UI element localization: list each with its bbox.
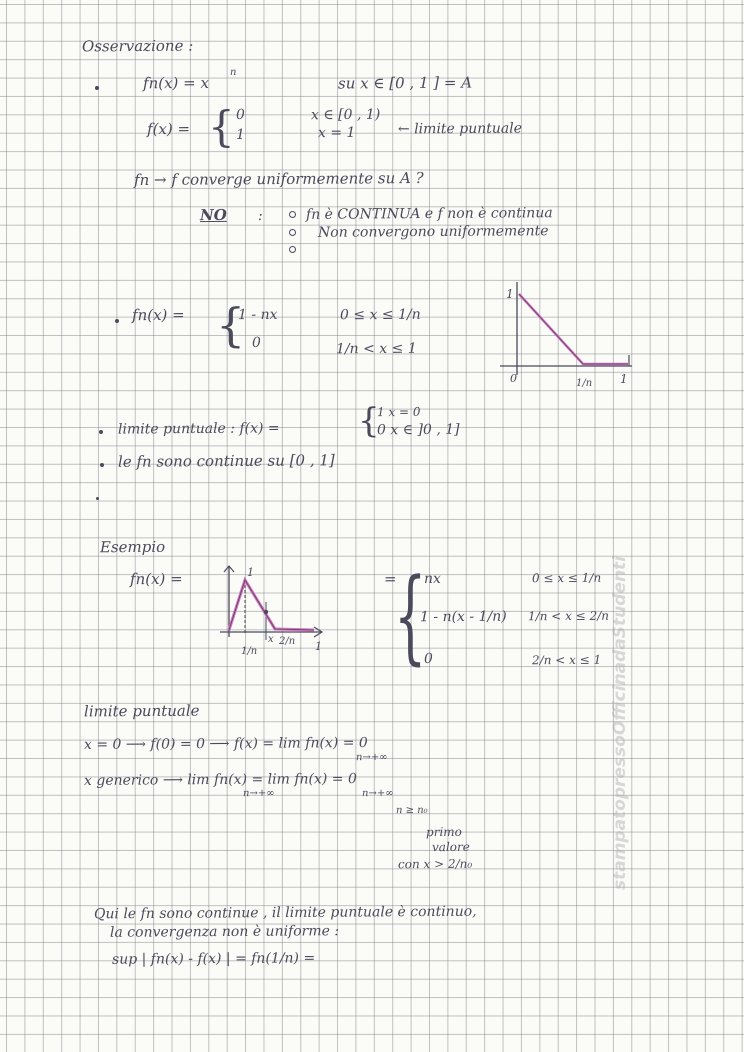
s1-case1-condition: x ∈ [0 , 1) [310, 106, 381, 124]
graph-tick-1n: 1/n [241, 646, 258, 657]
graph-end-label: 1 [315, 640, 322, 653]
bullet-dot [95, 86, 99, 90]
s4-line1-sub: n→+∞ [355, 751, 388, 764]
s1-case1-value: 0 [235, 106, 245, 124]
graph-y1-label: 1 [506, 287, 514, 301]
bullet-dot [99, 430, 103, 434]
function-line-ink [519, 294, 628, 364]
s2-case1-condition: 0 ≤ x ≤ 1/n [339, 306, 421, 324]
s1-domain: su x ∈ [0 , 1 ] = A [337, 73, 473, 93]
s1-f-lhs: f(x) = [146, 119, 191, 139]
s1-fn-exponent: n [229, 66, 237, 79]
s1-brace: { [208, 102, 235, 151]
s2-limit-brace: { [358, 401, 380, 441]
s3-case3-value: 0 [423, 650, 433, 668]
s1-arrow-note: ← limite puntuale [397, 120, 523, 138]
s3-case1-value: nx [423, 570, 441, 588]
s4-line2-sub1: n→+∞ [242, 787, 275, 800]
graph-origin-label: 0 [510, 372, 517, 385]
circle-bullet [289, 246, 296, 253]
s2-graph [492, 280, 642, 390]
s2-limit-case2: 0 x ∈ ]0 , 1] [376, 421, 460, 439]
s4-note-condition: con x > 2/n₀ [397, 856, 473, 872]
s1-fn-definition: fn(x) = x [142, 73, 210, 93]
s4-note-primo: primo [425, 824, 462, 840]
s4-note-valore: valore [431, 839, 470, 855]
graph-y1-label: 1 [247, 566, 254, 579]
s3-fn-definition: fn(x) = [129, 569, 183, 589]
s4-title: limite puntuale [83, 701, 200, 721]
s2-case2-condition: 1/n < x ≤ 1 [335, 340, 417, 358]
s5-line2: la convergenza non è uniforme : [109, 923, 340, 941]
graph-tick-1: 1 [620, 372, 628, 386]
heading-osservazione: Osservazione : [81, 36, 194, 56]
s2-case2-value: 0 [251, 334, 261, 352]
s1-case2-value: 1 [235, 126, 245, 144]
s5-line1: Qui le fn sono continue , il limite puntuale è continuo, [93, 903, 477, 923]
graph-tick-2n: 2/n [279, 636, 296, 647]
watermark-text: stampatopressoOfficinadaStudenti [610, 555, 630, 890]
s1-case2-condition: x = 1 [317, 124, 356, 142]
bullet-dot [96, 497, 99, 500]
s4-line1: x = 0 ⟶ f(0) = 0 ⟶ f(x) = lim fn(x) = 0 [83, 735, 368, 753]
circle-bullet [289, 211, 296, 218]
s2-case1-value: 1 - nx [237, 306, 278, 324]
s4-note-n0: n ≥ n₀ [395, 804, 428, 817]
s2-fn-definition: fn(x) = [131, 305, 185, 325]
s3-title: Esempio [99, 537, 166, 557]
s4-line2-sub2: n→+∞ [361, 787, 394, 800]
s3-case2-value: 1 - n(x - 1/n) [419, 608, 507, 626]
s1-answer: NO [199, 205, 227, 225]
s2-limit-case1: 1 x = 0 [376, 404, 421, 420]
s3-case3-condition: 2/n < x ≤ 1 [531, 652, 602, 668]
s1-reason2: Non convergono uniformemente [317, 223, 549, 241]
bullet-dot [115, 319, 119, 323]
circle-bullet [289, 229, 296, 236]
s3-graph [214, 562, 332, 662]
s3-brace: { [394, 557, 427, 676]
s3-equals: = [383, 569, 397, 589]
s3-case1-condition: 0 ≤ x ≤ 1/n [531, 570, 602, 586]
s1-reason1: fn è CONTINUA e f non è continua [305, 205, 553, 223]
x-point [264, 610, 268, 614]
graph-x-label: x [268, 634, 274, 645]
s4-line2: x generico ⟶ lim fn(x) = lim fn(x) = 0 [83, 771, 357, 789]
s2-continuity-line: le fn sono continue su [0 , 1] [117, 451, 335, 471]
function-line [229, 580, 314, 630]
s1-question: fn → f converge uniformemente su A ? [133, 168, 424, 190]
s5-line3: sup | fn(x) - f(x) | = fn(1/n) = [111, 950, 316, 968]
s3-case2-condition: 1/n < x ≤ 2/n [527, 608, 610, 624]
graph-tick-1n: 1/n [576, 378, 593, 389]
s2-limit-line: limite puntuale : f(x) = [117, 420, 280, 438]
bullet-dot [100, 463, 104, 467]
s2-brace: { [216, 298, 246, 352]
colon: : [257, 207, 263, 225]
